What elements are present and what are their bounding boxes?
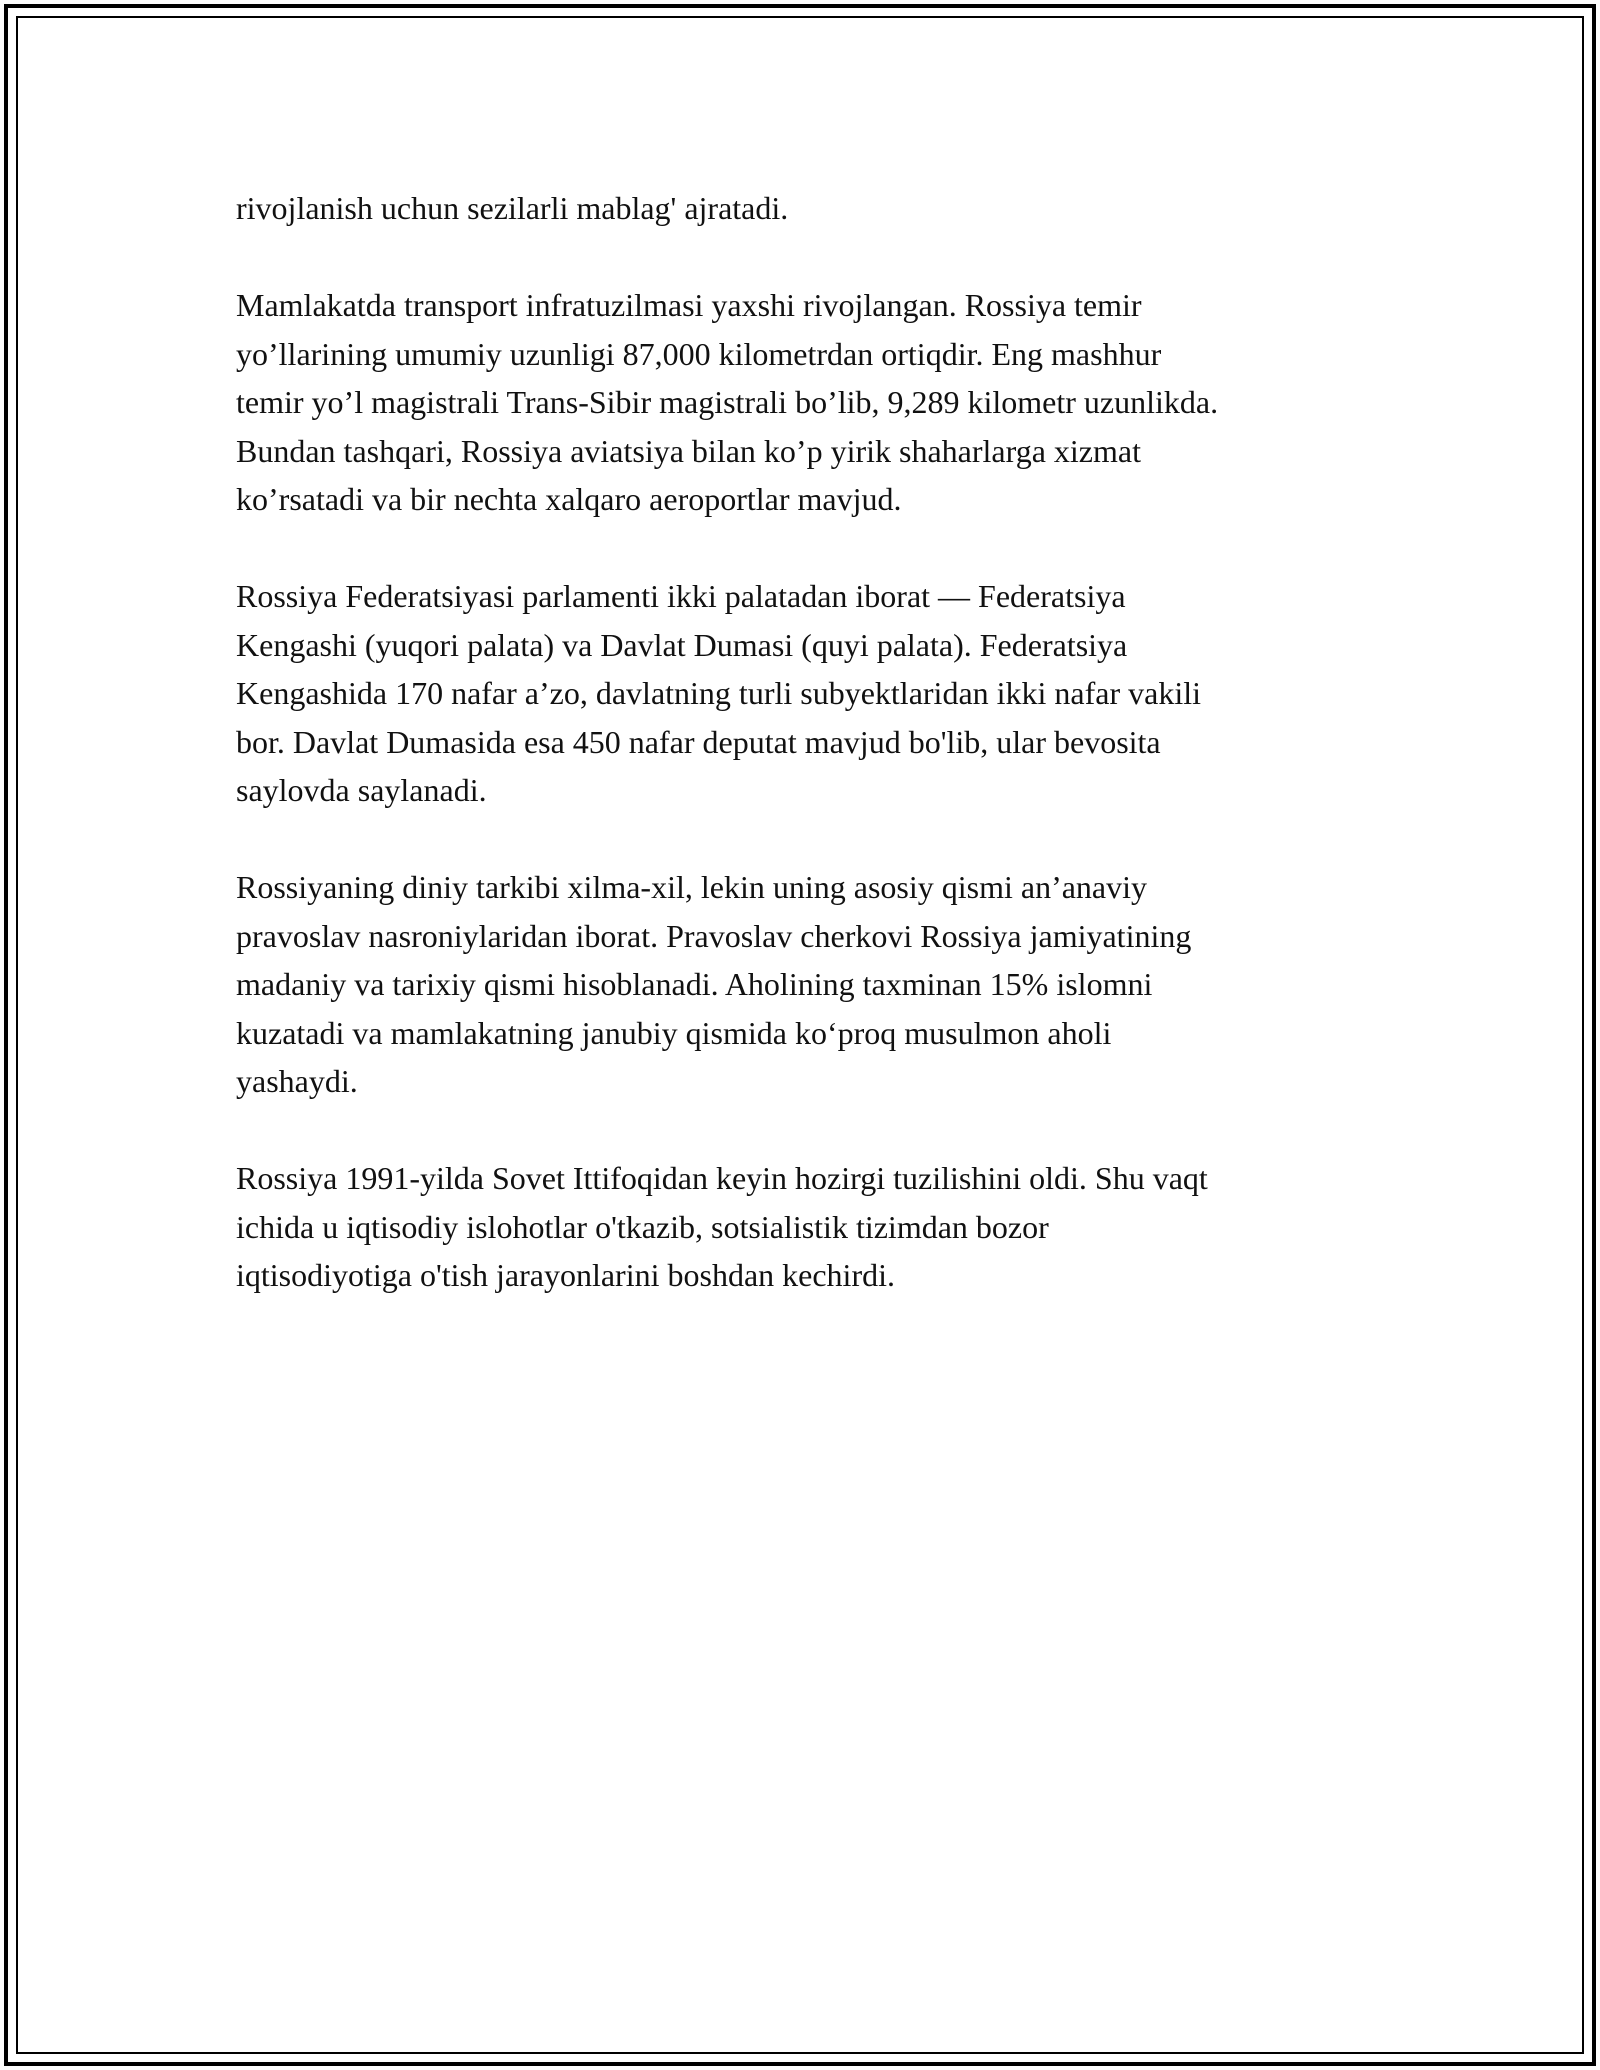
paragraph-1: rivojlanish uchun sezilarli mablag' ajratadi. (236, 190, 789, 226)
paragraph-4: Rossiyaning diniy tarkibi xilma-xil, lekin uning asosiy qismi an’anaviy pravoslav nasroniylaridan iborat. Pravoslav cherkovi Rossiya jamiyatining madaniy va tarixiy qismi hisoblanadi. Aholining taxminan 15% islomni kuzatadi va mamlakatning janubiy qismida ko‘proq musulmon aholi yashaydi. (236, 869, 1192, 1099)
paragraph-5: Rossiya 1991-yilda Sovet Ittifoqidan keyin hozirgi tuzilishini oldi. Shu vaqt ichida u iqtisodiy islohotlar o'tkazib, sotsialistik tizimdan bozor iqtisodiyotiga o'tish jarayonlarini boshdan kechirdi. (236, 1160, 1208, 1293)
document-body (236, 184, 1376, 1348)
paragraph-3: Rossiya Federatsiyasi parlamenti ikki palatadan iborat — Federatsiya Kengashi (yuqori palata) va Davlat Dumasi (quyi palata). Federatsiya Kengashida 170 nafar a’zo, davlatning turli subyektlaridan ikki nafar vakili bor. Davlat Dumasida esa 450 nafar deputat mavjud bo'lib, ular bevosita saylovda saylanadi. (236, 578, 1202, 808)
paragraph-2: Mamlakatda transport infratuzilmasi yaxshi rivojlangan. Rossiya temir yo’llarining umumiy uzunligi 87,000 kilometrdan ortiqdir. Eng mashhur temir yo’l magistrali Trans-Sibir magistrali bo’lib, 9,289 kilometr uzunlikda. Bundan tashqari, Rossiya aviatsiya bilan ko’p yirik shaharlarga xizmat ko’rsatadi va bir nechta xalqaro aeroportlar mavjud. (236, 287, 1219, 517)
